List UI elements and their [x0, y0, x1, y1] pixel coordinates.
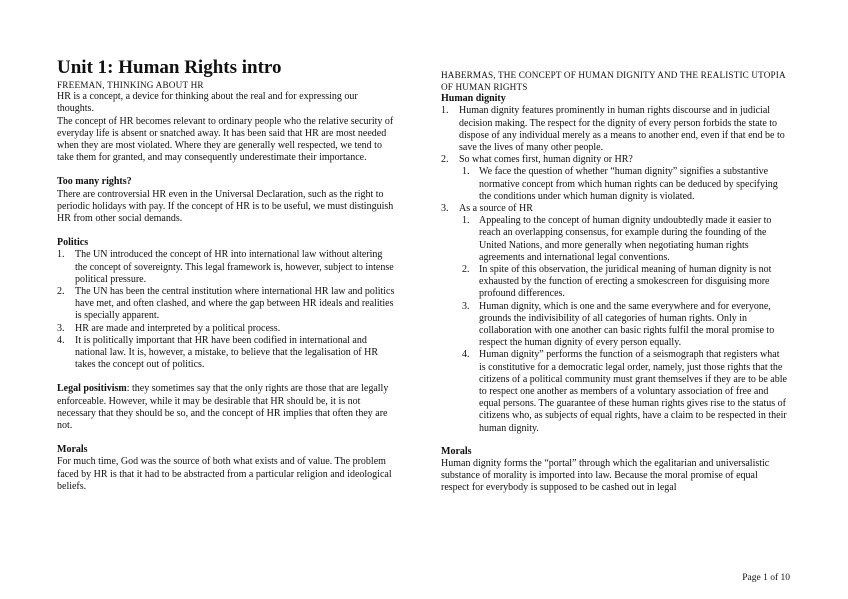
sublist [441, 166, 787, 203]
too-many-rights-heading: Too many rights? [57, 176, 132, 188]
list-item: 1. We face the question of whether “human dignity” signifies a substantive normative concept from which human rights can be deduced by specifying the conditions under which human dignity is violated. [462, 166, 778, 202]
page-title: Unit 1: Human Rights intro [57, 57, 282, 78]
right-column [441, 70, 787, 495]
politics-heading: Politics [57, 237, 89, 249]
page-number: Page 1 of 10 [742, 573, 790, 583]
left-column [57, 57, 397, 493]
list-item: 4. It is politically important that HR have been codified in international and national law. It is, however, a mistake, to believe that the legalisation of HR takes the concept out of politics. [57, 334, 379, 371]
list-item: 2. In spite of this observation, the juridical meaning of human dignity is not exhausted by the function of erecting a smokescreen for disguising more profound differences. [462, 264, 772, 300]
morals-heading-right: Morals [441, 445, 472, 457]
sublist [441, 215, 787, 435]
list-item: 3. HR are made and interpreted by a political process. [57, 322, 281, 334]
list-item: 1. Human dignity features prominently in human rights discourse and in judicial decision making. The respect for the dignity of every person forbids the state to dispose of any individual merely as a means to another end, even if that end be to save the lives of many other people. [441, 105, 785, 153]
list-item: 4. Human dignity” performs the function of a seismograph that registers what is constitutive for a democratic legal order, namely, just those rights that the citizens of a political community must grant themselves if they are to be able to respect one another as members of a voluntary association of free and equal persons. The guarantee of these human rights gives rise to the status of citizens who, as subjects of equal rights, have a claim to be respected in their human dignity. [462, 349, 787, 434]
intro-paragraph-1: HR is a concept, a device for thinking about the real and for expressing our thoughts. [57, 91, 358, 115]
list-item: 3. Human dignity, which is one and the same everywhere and for everyone, grounds the indivisibility of all categories of human rights. Only in collaboration with one another can basic rights fulfil the moral promise to respect the human dignity of every person equally. [462, 300, 775, 349]
too-many-rights-paragraph: There are controversial HR even in the Universal Declaration, such as the right to periodic holidays with pay. If the concept of HR is to be useful, we must distinguish HR from other social demands. [57, 188, 394, 225]
morals-paragraph-right: Human dignity forms the “portal” through which the egalitarian and universalistic substance of morality is imported into law. Because the moral promise of equal respect for everybody is supposed to be cashed out in legal [441, 458, 770, 494]
list-item: 2. So what comes first, human dignity or HR? [441, 154, 633, 166]
section-subtitle: FREEMAN, THINKING ABOUT HR [57, 80, 204, 90]
politics-list [57, 249, 397, 371]
human-dignity-heading: Human dignity [441, 93, 506, 105]
morals-paragraph-left: For much time, God was the source of both what exists and of value. The problem faced by HR is that it had to be abstracted from a particular religion and ideological beliefs. [57, 456, 392, 492]
legal-positivism-paragraph: Legal positivism: they sometimes say that the only rights are those that are legally enforceable. However, while it may be desirable that HR should be, it is not necessary that they should be so, and the concept of HR implies that often they are not. [57, 383, 389, 432]
list-item: 2. The UN has been the central institution where international HR law and politics have met, and often clashed, and where the gap between HR ideals and realities is specially apparent. [57, 286, 395, 322]
intro-paragraph-2: The concept of HR becomes relevant to ordinary people who the relative security of everyday life is absent or snatched away. It has been said that HR are most needed when they are most violated. Where they are generally well respected, we tend to take them for granted, and may consequently underestimate their importance. [57, 115, 394, 164]
morals-heading-left: Morals [57, 444, 88, 456]
list-item: 1. The UN introduced the concept of HR into international law without altering the concept of sovereignty. This legal framework is, however, subject to intense political pressure. [57, 249, 394, 285]
list-item: 3. As a source of HR [441, 203, 533, 215]
habermas-heading: HABERMAS, THE CONCEPT OF HUMAN DIGNITY AND THE REALISTIC UTOPIA OF HUMAN RIGHTS [441, 70, 786, 92]
human-dignity-list [441, 105, 787, 434]
list-item: 1. Appealing to the concept of human dignity undoubtedly made it easier to reach an overlapping consensus, for example during the founding of the United Nations, and more generally when negotiating human rights agreements and international legal conventions. [462, 215, 772, 263]
legal-positivism-term: Legal positivism [57, 383, 127, 395]
